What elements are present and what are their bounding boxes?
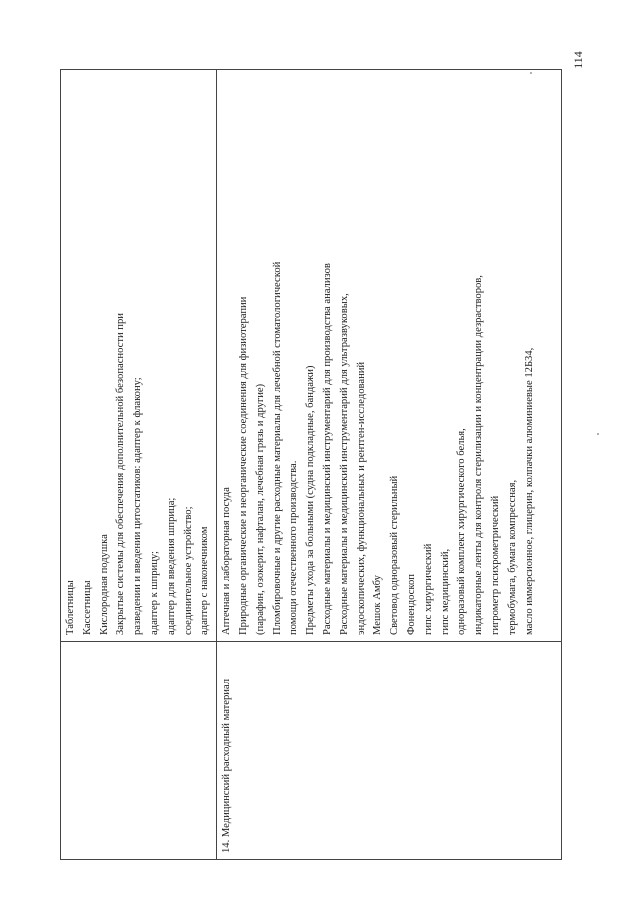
list-item: помощи отечественного производства. bbox=[288, 460, 300, 635]
list-item: Природные органические и неорганические соединения для физиотерапии bbox=[237, 296, 249, 635]
page-number: 114 bbox=[570, 51, 585, 69]
list-item: (парафин, озокерит, нафталан, лечебная грязь и другие) bbox=[254, 383, 266, 635]
list-item: гипс хирургический bbox=[422, 543, 434, 635]
list-item: масло иммерсионное, глицерин, колпачки алюминиевые 12Б34, bbox=[523, 347, 535, 635]
table-row bbox=[217, 70, 562, 860]
list-item: термобумага, бумага компрессная, bbox=[506, 479, 518, 635]
list-item: Световод одноразовый стерильный bbox=[389, 475, 401, 635]
table-row bbox=[61, 70, 217, 860]
list-item: адаптер к шприцу; bbox=[148, 551, 160, 635]
list-item: Кассетницы bbox=[81, 580, 93, 635]
supplies-table bbox=[60, 69, 562, 860]
list-item: Расходные материалы и медицинский инструментарий для производства анализов bbox=[321, 263, 333, 635]
list-item: гигрометр психрометрический bbox=[489, 495, 501, 635]
category-cell bbox=[217, 642, 562, 860]
list-item: Мешок Амбу bbox=[372, 575, 384, 635]
list-item: Кислородная подушка bbox=[98, 534, 110, 635]
document-sheet bbox=[60, 70, 560, 860]
list-item: Таблетницы bbox=[65, 580, 76, 635]
list-item: адаптер для введения шприца; bbox=[165, 497, 177, 635]
list-item: разведении и введении цитостатиков: адаптер к флакону; bbox=[132, 377, 144, 635]
list-item: Пломбировочные и другие расходные материалы для лечебной стоматологической bbox=[271, 261, 283, 635]
category-cell bbox=[61, 642, 217, 860]
list-item: соединительное устройство; bbox=[182, 506, 194, 635]
rotated-page-content bbox=[60, 70, 560, 860]
list-item: Предметы ухода за больными (судна подкладные, бандажи) bbox=[305, 365, 317, 635]
list-item: гипс медицинский, bbox=[439, 548, 451, 635]
list-item: Закрытые системы для обеспечения дополнительной безопасности при bbox=[115, 313, 127, 635]
list-item: индикаторные ленты для контроля стерилизации и концентрации дезрастворов, bbox=[473, 275, 485, 635]
list-item: Расходные материалы и медицинский инструментарий для ультразвуковых, bbox=[338, 293, 350, 635]
list-item: Аптечная и лабораторная посуда bbox=[221, 487, 233, 635]
items-cell bbox=[61, 70, 217, 642]
category-label: 14. Медицинский расходный материал bbox=[221, 678, 233, 853]
list-item: эндоскопических, функциональных и рентген-исследований bbox=[355, 361, 367, 635]
list-item: адаптер с наконечником bbox=[199, 526, 211, 635]
list-item: Фонендоскоп bbox=[405, 574, 417, 635]
items-cell bbox=[217, 70, 562, 642]
list-item: одноразовый комплект хирургического белья, bbox=[456, 428, 468, 635]
